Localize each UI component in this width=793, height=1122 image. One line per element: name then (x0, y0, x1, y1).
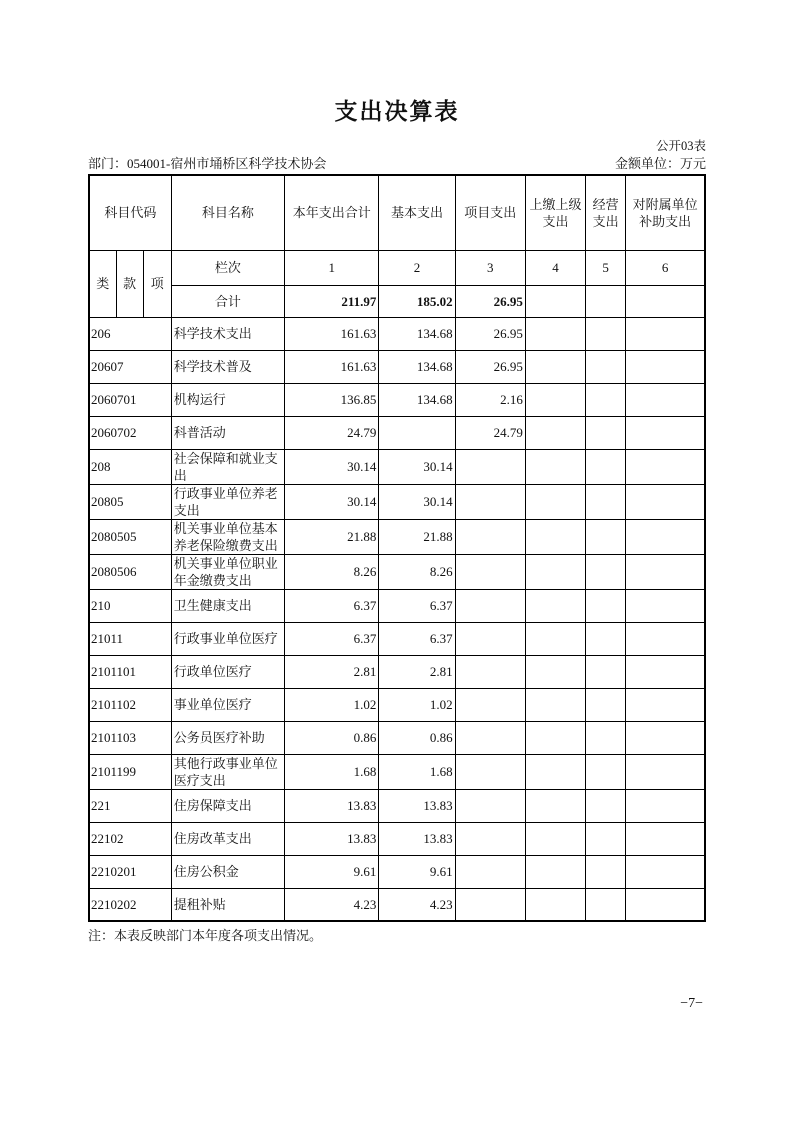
subject-code-cell: 210 (89, 589, 171, 622)
amount-cell (525, 822, 585, 855)
table-row (89, 383, 705, 416)
table-row (89, 484, 705, 519)
amount-cell: 4.23 (379, 888, 455, 921)
total-amount-cell (525, 285, 585, 317)
amount-cell: 2.81 (379, 655, 455, 688)
amount-cell (455, 484, 525, 519)
amount-cell (455, 688, 525, 721)
subject-name-cell: 科学技术支出 (171, 317, 284, 350)
amount-cell (586, 855, 626, 888)
column-index-row (89, 250, 705, 285)
amount-cell (626, 416, 705, 449)
subject-code-cell: 2080506 (89, 554, 171, 589)
amount-cell (626, 822, 705, 855)
amount-cell (586, 350, 626, 383)
header-project-expenditure: 项目支出 (455, 175, 525, 250)
code-level-class: 类 (89, 250, 116, 317)
amount-cell: 26.95 (455, 317, 525, 350)
amount-cell (525, 688, 585, 721)
amount-cell (586, 822, 626, 855)
table-row (89, 754, 705, 789)
amount-cell (586, 519, 626, 554)
header-subject-name: 科目名称 (171, 175, 284, 250)
amount-cell (586, 589, 626, 622)
amount-cell (455, 721, 525, 754)
table-row (89, 655, 705, 688)
amount-cell (455, 754, 525, 789)
total-label: 合计 (171, 285, 284, 317)
expenditure-table (88, 174, 706, 922)
header-subject-code: 科目代码 (89, 175, 171, 250)
amount-cell: 1.02 (379, 688, 455, 721)
table-row (89, 789, 705, 822)
amount-cell: 6.37 (285, 589, 379, 622)
amount-cell (626, 688, 705, 721)
amount-cell: 24.79 (455, 416, 525, 449)
amount-cell (586, 383, 626, 416)
amount-cell: 161.63 (285, 350, 379, 383)
amount-cell (626, 383, 705, 416)
amount-cell (586, 317, 626, 350)
amount-cell (525, 754, 585, 789)
column-index-3: 3 (455, 250, 525, 285)
column-index-1: 1 (285, 250, 379, 285)
table-row (89, 350, 705, 383)
total-amount-cell (586, 285, 626, 317)
header-total-expenditure: 本年支出合计 (285, 175, 379, 250)
column-index-4: 4 (525, 250, 585, 285)
subject-code-cell: 21011 (89, 622, 171, 655)
page-title: 支出决算表 (334, 98, 460, 124)
amount-cell (626, 554, 705, 589)
total-row (89, 285, 705, 317)
amount-cell (586, 622, 626, 655)
subject-name-cell: 机关事业单位职业年金缴费支出 (171, 554, 284, 589)
amount-cell (525, 622, 585, 655)
amount-cell: 21.88 (285, 519, 379, 554)
amount-cell: 8.26 (285, 554, 379, 589)
amount-cell (455, 519, 525, 554)
amount-cell (626, 449, 705, 484)
amount-cell (626, 589, 705, 622)
amount-cell (525, 589, 585, 622)
subject-code-cell: 2210202 (89, 888, 171, 921)
table-row (89, 589, 705, 622)
column-index-6: 6 (626, 250, 705, 285)
amount-cell: 6.37 (379, 589, 455, 622)
amount-cell (586, 554, 626, 589)
column-index-2: 2 (379, 250, 455, 285)
subject-name-cell: 住房保障支出 (171, 789, 284, 822)
amount-cell (586, 754, 626, 789)
amount-cell (586, 688, 626, 721)
table-row (89, 317, 705, 350)
amount-cell: 9.61 (379, 855, 455, 888)
subject-name-cell: 行政事业单位养老支出 (171, 484, 284, 519)
subject-code-cell: 2101102 (89, 688, 171, 721)
amount-cell (525, 855, 585, 888)
table-row (89, 822, 705, 855)
amount-cell (455, 888, 525, 921)
amount-cell (586, 484, 626, 519)
amount-cell (525, 383, 585, 416)
total-amount-cell: 26.95 (455, 285, 525, 317)
amount-cell: 161.63 (285, 317, 379, 350)
amount-cell: 134.68 (379, 383, 455, 416)
amount-cell (525, 554, 585, 589)
amount-cell (626, 484, 705, 519)
code-level-section: 款 (116, 250, 143, 317)
subject-code-cell: 2080505 (89, 519, 171, 554)
amount-cell: 4.23 (285, 888, 379, 921)
amount-cell: 6.37 (285, 622, 379, 655)
subject-name-cell: 其他行政事业单位医疗支出 (171, 754, 284, 789)
column-index-label: 栏次 (171, 250, 284, 285)
amount-cell: 30.14 (379, 484, 455, 519)
page-number: −7− (680, 996, 703, 1011)
amount-cell (379, 416, 455, 449)
amount-cell (525, 317, 585, 350)
table-number-label: 公开03表 (655, 139, 706, 153)
table-row (89, 554, 705, 589)
amount-cell (626, 754, 705, 789)
amount-cell (586, 655, 626, 688)
header-row (89, 175, 705, 250)
subject-code-cell: 2101101 (89, 655, 171, 688)
subject-code-cell: 221 (89, 789, 171, 822)
subject-code-cell: 2210201 (89, 855, 171, 888)
total-amount-cell (626, 285, 705, 317)
amount-cell (455, 789, 525, 822)
amount-cell (525, 655, 585, 688)
amount-cell: 6.37 (379, 622, 455, 655)
amount-cell: 1.68 (285, 754, 379, 789)
amount-cell (525, 721, 585, 754)
total-amount-cell: 211.97 (285, 285, 379, 317)
amount-cell (455, 655, 525, 688)
amount-cell (525, 519, 585, 554)
subject-name-cell: 行政事业单位医疗 (171, 622, 284, 655)
amount-cell (455, 449, 525, 484)
amount-cell (626, 317, 705, 350)
amount-cell (626, 519, 705, 554)
amount-cell: 0.86 (285, 721, 379, 754)
table-row (89, 855, 705, 888)
table-note: 注：本表反映部门本年度各项支出情况。 (88, 928, 323, 943)
amount-cell: 13.83 (379, 822, 455, 855)
amount-cell: 8.26 (379, 554, 455, 589)
subject-code-cell: 20805 (89, 484, 171, 519)
subject-name-cell: 科学技术普及 (171, 350, 284, 383)
subject-name-cell: 事业单位医疗 (171, 688, 284, 721)
subject-code-cell: 208 (89, 449, 171, 484)
unit-label: 金额单位：万元 (614, 156, 706, 171)
subject-name-cell: 社会保障和就业支出 (171, 449, 284, 484)
subject-name-cell: 提租补贴 (171, 888, 284, 921)
table-row (89, 688, 705, 721)
amount-cell (525, 350, 585, 383)
amount-cell (586, 888, 626, 921)
subject-name-cell: 住房改革支出 (171, 822, 284, 855)
amount-cell: 134.68 (379, 317, 455, 350)
amount-cell: 30.14 (285, 484, 379, 519)
amount-cell (525, 484, 585, 519)
amount-cell: 13.83 (285, 822, 379, 855)
amount-cell (455, 855, 525, 888)
amount-cell (586, 416, 626, 449)
table-row (89, 449, 705, 484)
page-content (88, 0, 706, 944)
total-amount-cell: 185.02 (379, 285, 455, 317)
meta-row (88, 155, 706, 172)
subject-code-cell: 2060702 (89, 416, 171, 449)
amount-cell: 136.85 (285, 383, 379, 416)
amount-cell (525, 888, 585, 921)
subject-code-cell: 20607 (89, 350, 171, 383)
department-label: 部门：054001-宿州市埇桥区科学技术协会 (88, 156, 327, 171)
amount-cell: 2.81 (285, 655, 379, 688)
amount-cell: 30.14 (285, 449, 379, 484)
amount-cell (525, 416, 585, 449)
amount-cell: 13.83 (285, 789, 379, 822)
column-index-5: 5 (586, 250, 626, 285)
subject-code-cell: 22102 (89, 822, 171, 855)
amount-cell (626, 888, 705, 921)
table-row (89, 721, 705, 754)
amount-cell (586, 721, 626, 754)
amount-cell (586, 449, 626, 484)
amount-cell (626, 721, 705, 754)
amount-cell (525, 449, 585, 484)
table-row (89, 416, 705, 449)
subject-name-cell: 住房公积金 (171, 855, 284, 888)
amount-cell (626, 622, 705, 655)
amount-cell (455, 622, 525, 655)
amount-cell: 24.79 (285, 416, 379, 449)
subject-code-cell: 2060701 (89, 383, 171, 416)
amount-cell: 21.88 (379, 519, 455, 554)
subject-name-cell: 公务员医疗补助 (171, 721, 284, 754)
subject-code-cell: 2101199 (89, 754, 171, 789)
code-level-item: 项 (143, 250, 171, 317)
amount-cell (525, 789, 585, 822)
amount-cell: 26.95 (455, 350, 525, 383)
amount-cell (455, 554, 525, 589)
table-head (89, 175, 705, 317)
table-row (89, 519, 705, 554)
amount-cell (455, 822, 525, 855)
header-basic-expenditure: 基本支出 (379, 175, 455, 250)
amount-cell: 13.83 (379, 789, 455, 822)
amount-cell (626, 855, 705, 888)
amount-cell: 134.68 (379, 350, 455, 383)
subject-name-cell: 机关事业单位基本养老保险缴费支出 (171, 519, 284, 554)
header-operating-expenditure: 经营支出 (586, 175, 626, 250)
amount-cell: 9.61 (285, 855, 379, 888)
subject-name-cell: 行政单位医疗 (171, 655, 284, 688)
table-body (89, 317, 705, 921)
subject-name-cell: 机构运行 (171, 383, 284, 416)
amount-cell: 30.14 (379, 449, 455, 484)
amount-cell (626, 789, 705, 822)
amount-cell: 0.86 (379, 721, 455, 754)
header-subsidy-expenditure: 对附属单位补助支出 (626, 175, 705, 250)
subject-code-cell: 2101103 (89, 721, 171, 754)
header-upturned-expenditure: 上缴上级支出 (525, 175, 585, 250)
table-row (89, 888, 705, 921)
amount-cell (626, 350, 705, 383)
subject-name-cell: 卫生健康支出 (171, 589, 284, 622)
amount-cell: 1.02 (285, 688, 379, 721)
amount-cell: 1.68 (379, 754, 455, 789)
subject-code-cell: 206 (89, 317, 171, 350)
table-row (89, 622, 705, 655)
amount-cell (586, 789, 626, 822)
amount-cell: 2.16 (455, 383, 525, 416)
amount-cell (626, 655, 705, 688)
subject-name-cell: 科普活动 (171, 416, 284, 449)
amount-cell (455, 589, 525, 622)
